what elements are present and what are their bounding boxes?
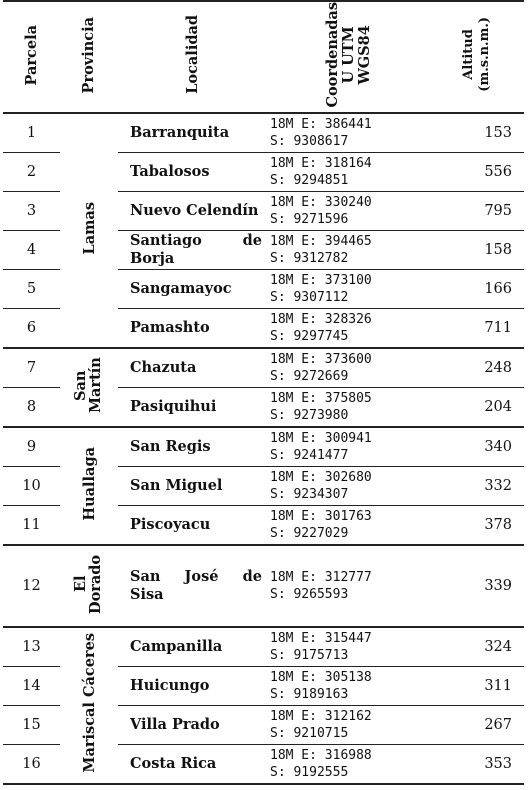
coord-south: S: 9192555 — [270, 764, 349, 780]
localidad-cell: Pasiquihui — [118, 387, 268, 427]
provincia-label: Huallaga — [80, 446, 98, 521]
coord-south: S: 9271596 — [270, 211, 349, 227]
provincia-cell — [60, 545, 118, 627]
parcela-cell: 13 — [3, 627, 60, 667]
coord-south: S: 9210715 — [270, 725, 349, 741]
altitud-cell: 340 — [430, 427, 524, 467]
parcela-cell: 3 — [3, 191, 60, 230]
parcela-cell: 14 — [3, 666, 60, 705]
parcela-cell: 10 — [3, 466, 60, 505]
provincia-label: San Martín — [72, 357, 104, 413]
coord-east: 18M E: 301763 — [270, 508, 372, 524]
coord-south: S: 9227029 — [270, 525, 349, 541]
parcela-cell: 7 — [3, 348, 60, 388]
provincia-cell — [60, 427, 118, 545]
table-row — [3, 627, 524, 667]
localidad-cell: Villa Prado — [118, 705, 268, 744]
coordenadas-cell — [268, 505, 430, 545]
parcela-cell: 15 — [3, 705, 60, 744]
altitud-cell: 248 — [430, 348, 524, 388]
coord-east: 18M E: 318164 — [270, 155, 372, 171]
parcela-cell: 8 — [3, 387, 60, 427]
coord-east: 18M E: 330240 — [270, 194, 372, 210]
altitud-cell: 332 — [430, 466, 524, 505]
provincia-label: Lamas — [80, 201, 98, 255]
localidad-cell: Pamashto — [118, 308, 268, 348]
parcela-cell: 16 — [3, 744, 60, 784]
coord-east: 18M E: 375805 — [270, 390, 372, 406]
altitud-cell: 353 — [430, 744, 524, 784]
altitud-cell: 556 — [430, 152, 524, 191]
table-row — [3, 427, 524, 467]
parcela-cell: 6 — [3, 308, 60, 348]
header-provincia: Provincia — [60, 1, 118, 113]
altitud-cell: 324 — [430, 627, 524, 667]
header-coordenadas: Coordenadas U UTM WGS84 — [268, 1, 430, 113]
provincia-cell — [60, 113, 118, 348]
coord-south: S: 9297745 — [270, 328, 349, 344]
parcela-cell: 9 — [3, 427, 60, 467]
coord-east: 18M E: 315447 — [270, 630, 372, 646]
header-row — [3, 1, 524, 113]
altitud-cell: 267 — [430, 705, 524, 744]
coord-east: 18M E: 373100 — [270, 272, 372, 288]
provincia-cell — [60, 627, 118, 784]
parcela-cell: 4 — [3, 230, 60, 269]
altitud-cell: 795 — [430, 191, 524, 230]
altitud-cell: 158 — [430, 230, 524, 269]
localidad-cell: San Regis — [118, 427, 268, 467]
coordenadas-cell — [268, 627, 430, 667]
altitud-cell: 204 — [430, 387, 524, 427]
provincia-label: El Dorado — [72, 553, 104, 614]
coord-south: S: 9273980 — [270, 407, 349, 423]
parcel-table — [3, 0, 524, 785]
coord-south: S: 9189163 — [270, 686, 349, 702]
localidad-cell: Piscoyacu — [118, 505, 268, 545]
table-body — [3, 113, 524, 784]
localidad-cell: Santiago de Borja — [118, 230, 268, 269]
coord-south: S: 9294851 — [270, 172, 349, 188]
localidad-cell: Nuevo Celendín — [118, 191, 268, 230]
header-altitud: Altitud (m.s.n.m.) — [430, 1, 524, 113]
altitud-cell: 311 — [430, 666, 524, 705]
header-localidad: Localidad — [118, 1, 268, 113]
coordenadas-cell — [268, 387, 430, 427]
altitud-cell: 378 — [430, 505, 524, 545]
coord-east: 18M E: 300941 — [270, 430, 372, 446]
coord-south: S: 9265593 — [270, 586, 349, 602]
coordenadas-cell — [268, 152, 430, 191]
localidad-cell: Costa Rica — [118, 744, 268, 784]
localidad-cell: Tabalosos — [118, 152, 268, 191]
coordenadas-cell — [268, 427, 430, 467]
altitud-cell: 339 — [430, 545, 524, 627]
localidad-cell: Barranquita — [130, 123, 230, 141]
localidad-cell: Campanilla — [118, 627, 268, 667]
coord-south: S: 9307112 — [270, 289, 349, 305]
coordenadas-cell — [268, 269, 430, 308]
parcela-cell: 12 — [3, 545, 60, 627]
coordenadas-cell — [268, 230, 430, 269]
altitud-cell: 153 — [484, 124, 512, 141]
coordenadas-cell — [268, 705, 430, 744]
parcela-cell: 1 — [26, 124, 37, 141]
localidad-cell: San José de Sisa — [118, 545, 268, 627]
coordenadas-cell — [268, 113, 430, 153]
altitud-cell: 166 — [430, 269, 524, 308]
localidad-cell: San Miguel — [118, 466, 268, 505]
localidad-cell: Chazuta — [118, 348, 268, 388]
coord-south: S: 9241477 — [270, 447, 349, 463]
provincia-label: Mariscal Cáceres — [80, 633, 98, 773]
provincia-cell — [60, 348, 118, 427]
coord-east: 18M E: 316988 — [270, 747, 372, 763]
coordenadas-cell — [268, 545, 430, 627]
header-parcela: Parcela — [3, 1, 60, 113]
coord-south: S: 9175713 — [270, 647, 349, 663]
coord-east: 18M E: 312162 — [270, 708, 372, 724]
table-row — [3, 113, 524, 153]
coordenadas-cell — [268, 191, 430, 230]
table-row — [3, 348, 524, 388]
coord-east: 18M E: 386441 — [270, 116, 372, 132]
localidad-cell: Sangamayoc — [118, 269, 268, 308]
parcela-cell: 2 — [3, 152, 60, 191]
coordenadas-cell — [268, 666, 430, 705]
coord-south: S: 9272669 — [270, 368, 349, 384]
altitud-cell: 711 — [430, 308, 524, 348]
coordenadas-cell — [268, 744, 430, 784]
coord-east: 18M E: 302680 — [270, 469, 372, 485]
parcela-cell: 5 — [3, 269, 60, 308]
coordenadas-cell — [268, 466, 430, 505]
coord-south: S: 9308617 — [270, 133, 349, 149]
coordenadas-cell — [268, 308, 430, 348]
coord-east: 18M E: 312777 — [270, 569, 372, 585]
coord-east: 18M E: 394465 — [270, 233, 372, 249]
coord-east: 18M E: 373600 — [270, 351, 372, 367]
coord-east: 18M E: 305138 — [270, 669, 372, 685]
coord-south: S: 9312782 — [270, 250, 349, 266]
table-row — [3, 545, 524, 627]
localidad-cell: Huicungo — [118, 666, 268, 705]
coordenadas-cell — [268, 348, 430, 388]
coord-east: 18M E: 328326 — [270, 311, 372, 327]
coord-south: S: 9234307 — [270, 486, 349, 502]
parcela-cell: 11 — [3, 505, 60, 545]
